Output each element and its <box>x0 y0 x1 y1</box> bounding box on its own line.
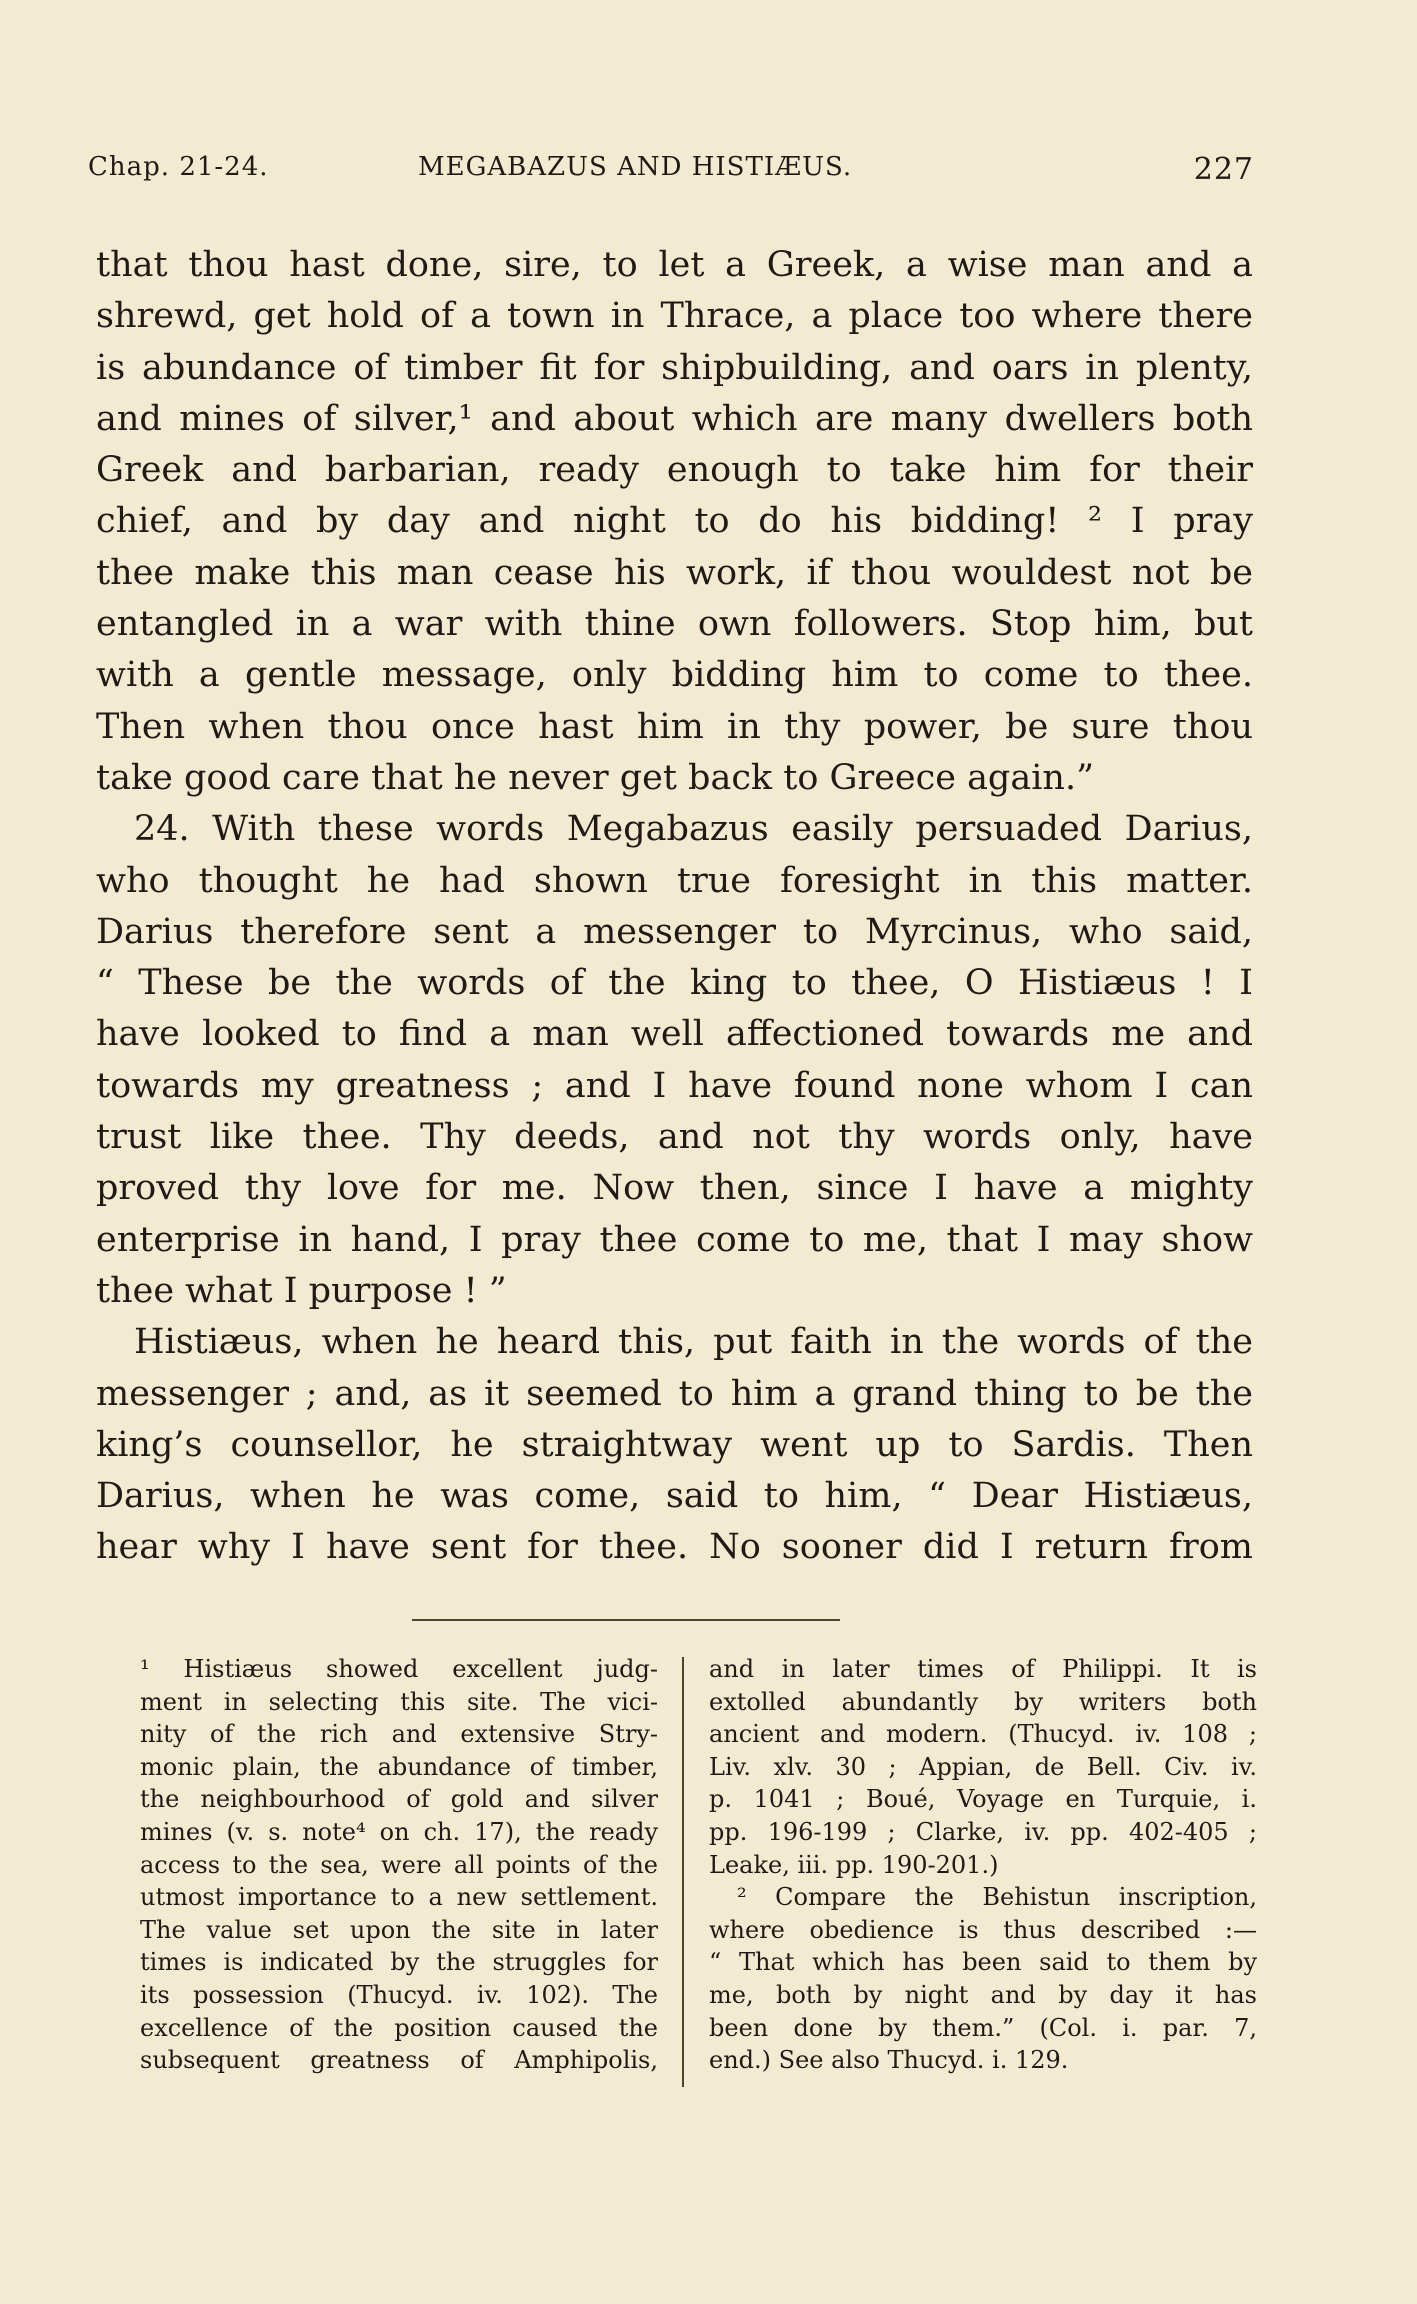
footnote-column-divider <box>682 1657 684 2087</box>
footnote-line: its possession (Thucyd. iv. 102). The <box>140 1980 658 2009</box>
footnote-line: Leake, iii. pp. 190-201.) <box>709 1850 999 1879</box>
running-title: MEGABAZUS AND HISTIÆUS. <box>418 152 853 182</box>
footnote-line: been done by them.” (Col. i. par. 7, <box>709 2013 1257 2042</box>
text-line: Greek and barbarian, ready enough to take him for their <box>96 450 1253 491</box>
text-line: thee make this man cease his work, if thou wouldest not be <box>96 552 1253 593</box>
text-line: have looked to find a man well affectioned towards me and <box>96 1014 1253 1055</box>
footnote-line: utmost importance to a new settlement. <box>140 1883 658 1912</box>
chapter-range: Chap. 21-24. <box>88 152 269 182</box>
section-24-start: 24. With these words Megabazus easily persuaded Darius, <box>134 809 1253 850</box>
footnote-2-start: ² Compare the Behistun inscription, <box>737 1883 1257 1912</box>
footnote-rule <box>412 1619 840 1621</box>
footnote-line: access to the sea, were all points of the <box>140 1850 658 1879</box>
text-line: king’s counsellor, he straightway went up to Sardis. Then <box>96 1424 1253 1465</box>
text-line: entangled in a war with thine own followers. Stop him, but <box>96 604 1253 645</box>
footnotes-left-column <box>140 1653 658 2077</box>
text-line: enterprise in hand, I pray thee come to me, that I may show <box>96 1219 1253 1260</box>
footnote-line: extolled abundantly by writers both <box>709 1687 1257 1716</box>
footnote-line: monic plain, the abundance of timber, <box>140 1752 658 1781</box>
footnote-line: nity of the rich and extensive Stry- <box>140 1720 658 1749</box>
main-text <box>96 240 1253 1574</box>
footnote-line: times is indicated by the struggles for <box>140 1948 658 1977</box>
footnote-line: pp. 196-199 ; Clarke, iv. pp. 402-405 ; <box>709 1817 1257 1846</box>
text-line: towards my greatness ; and I have found none whom I can <box>96 1065 1253 1106</box>
text-line: trust like thee. Thy deeds, and not thy words only, have <box>96 1117 1253 1158</box>
footnote-line: ¹ Histiæus showed excellent judg- <box>140 1655 658 1683</box>
footnote-line: subsequent greatness of Amphipolis, <box>140 2046 658 2075</box>
text-line: thee what I purpose ! ” <box>96 1270 507 1311</box>
footnote-line: where obedience is thus described :— <box>709 1915 1257 1944</box>
text-line: Darius therefore sent a messenger to Myrcinus, who said, <box>96 911 1253 952</box>
footnote-line: ment in selecting this site. The vici- <box>140 1687 658 1716</box>
footnote-line: mines (v. s. note⁴ on ch. 17), the ready <box>140 1817 658 1846</box>
text-line: who thought he had shown true foresight in this matter. <box>96 860 1253 901</box>
text-line: “ These be the words of the king to thee, O Histiæus ! I <box>96 963 1253 1004</box>
footnote-line: The value set upon the site in later <box>140 1915 658 1944</box>
text-line: and mines of silver,¹ and about which are many dwellers both <box>96 398 1253 439</box>
footnote-line: excellence of the position caused the <box>140 2013 658 2042</box>
running-header <box>88 152 1254 192</box>
text-line: is abundance of timber fit for shipbuilding, and oars in plenty, <box>96 347 1253 388</box>
text-line: Darius, when he was come, said to him, “ Dear Histiæus, <box>96 1476 1253 1517</box>
footnote-line: “ That which has been said to them by <box>709 1948 1257 1977</box>
footnote-line: me, both by night and by day it has <box>709 1980 1257 2009</box>
text-line: hear why I have sent for thee. No sooner did I return from <box>96 1527 1253 1568</box>
text-line: chief, and by day and night to do his bidding! ² I pray <box>96 501 1253 542</box>
text-line: messenger ; and, as it seemed to him a grand thing to be the <box>96 1373 1253 1414</box>
footnote-line: end.) See also Thucyd. i. 129. <box>709 2046 1069 2075</box>
footnote-line: p. 1041 ; Boué, Voyage en Turquie, i. <box>709 1785 1257 1814</box>
footnote-line: Liv. xlv. 30 ; Appian, de Bell. Civ. iv. <box>709 1752 1257 1781</box>
footnotes-right-column <box>709 1653 1257 2077</box>
text-line: take good care that he never get back to Greece again.” <box>96 757 1094 798</box>
text-line: proved thy love for me. Now then, since I have a mighty <box>96 1168 1253 1209</box>
paragraph-start: Histiæus, when he heard this, put faith in the words of the <box>134 1322 1253 1363</box>
footnote-line: the neighbourhood of gold and silver <box>140 1785 658 1814</box>
text-line: shrewd, get hold of a town in Thrace, a place too where there <box>96 296 1253 337</box>
footnote-line: ancient and modern. (Thucyd. iv. 108 ; <box>709 1720 1257 1749</box>
text-line: that thou hast done, sire, to let a Greek, a wise man and a <box>96 245 1253 285</box>
footnote-line: and in later times of Philippi. It is <box>709 1655 1257 1683</box>
page-number: 227 <box>1193 152 1254 187</box>
text-line: Then when thou once hast him in thy power, be sure thou <box>96 706 1253 747</box>
text-line: with a gentle message, only bidding him to come to thee. <box>96 655 1253 696</box>
